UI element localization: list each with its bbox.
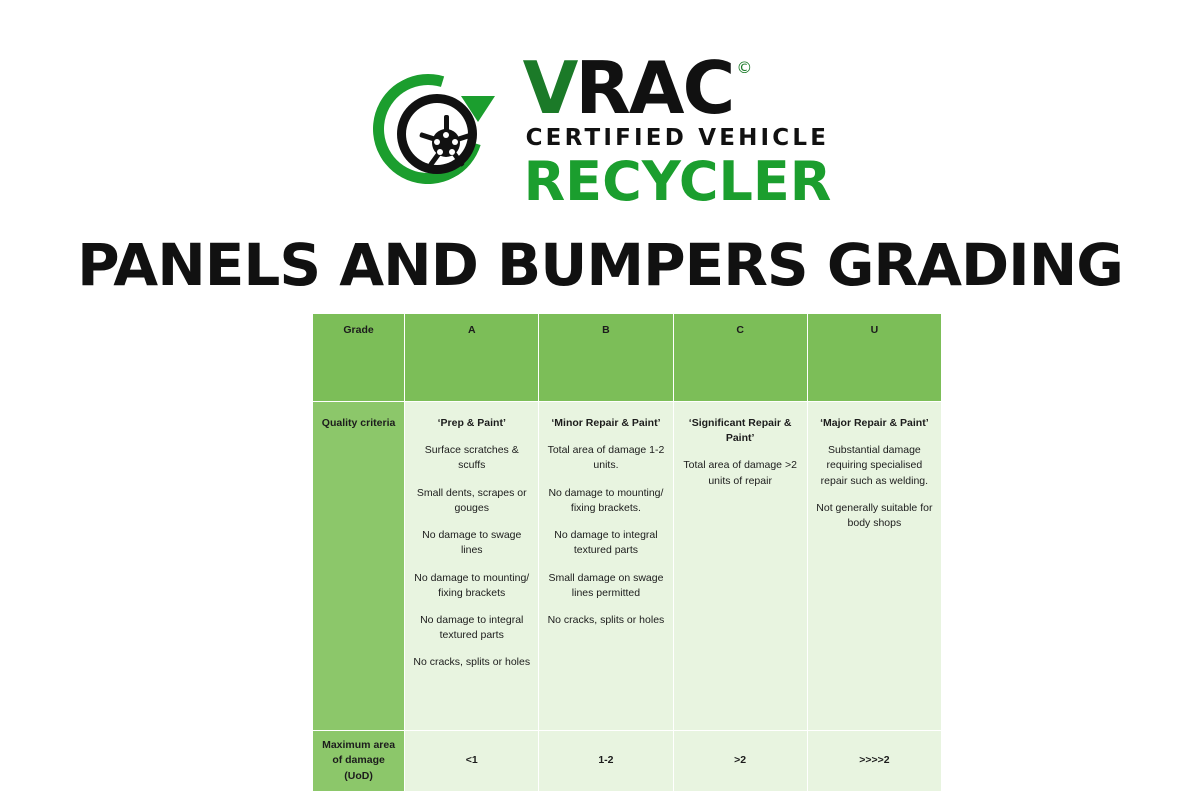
wheel-lug — [437, 149, 443, 155]
grading-table — [312, 313, 942, 792]
criteria-u-line-3: Not generally suitable for body shops — [816, 501, 933, 530]
criteria-b-line-3: No damage to mounting/ fixing brackets. — [548, 486, 664, 514]
criteria-a-line-5: No damage to mounting/ fixing brackets — [414, 571, 530, 599]
criteria-cell-grade-b — [539, 402, 673, 731]
criteria-a-line-1: ‘Prep & Paint’ — [437, 417, 506, 429]
logo-letter-v: V — [522, 46, 576, 130]
criteria-b-line-2: Total area of damage 1-2 units. — [547, 444, 665, 472]
vrac-logo — [369, 46, 832, 213]
header-label-grade: Grade — [313, 314, 405, 402]
criteria-b-line-5: Small damage on swage lines permitted — [548, 571, 664, 599]
page-title: PANELS AND BUMPERS GRADING — [77, 231, 1123, 299]
max-damage-grade-b: 1-2 — [539, 731, 673, 792]
copyright-icon: © — [736, 58, 752, 77]
criteria-cell-grade-a — [405, 402, 539, 731]
criteria-c-line-2: Total area of damage >2 units of repair — [683, 459, 797, 487]
criteria-a-line-6: No damage to integral textured parts — [420, 613, 524, 642]
criteria-u-line-2: Substantial damage requiring specialised repair such as welding. — [820, 444, 929, 487]
criteria-cell-grade-u — [807, 402, 941, 731]
wheel-hub — [432, 129, 460, 157]
logo-block — [0, 0, 1200, 213]
criteria-a-line-4: No damage to swage lines — [422, 529, 522, 557]
table-row-max-damage — [313, 731, 942, 792]
criteria-b-line-4: No damage to integral textured parts — [554, 529, 658, 557]
criteria-c-line-1: ‘Significant Repair & Paint’ — [688, 417, 792, 445]
wheel-lug — [452, 139, 458, 145]
logo-recycler-word: RECYCLER — [523, 150, 832, 213]
criteria-cell-grade-c — [673, 402, 807, 731]
logo-tagline: CERTIFIED VEHICLE — [525, 125, 830, 151]
header-grade-c: C — [673, 314, 807, 402]
wheel-inner — [406, 103, 468, 165]
max-damage-grade-u: >>>>2 — [807, 731, 941, 792]
row-label-max-damage: Maximum area of damage (UoD) — [313, 731, 405, 792]
logo-text — [522, 46, 832, 213]
wheel-lug — [443, 132, 449, 138]
header-grade-b: B — [539, 314, 673, 402]
max-damage-grade-a: <1 — [405, 731, 539, 792]
criteria-a-line-7: No cracks, splits or holes — [413, 656, 531, 669]
grading-table-wrapper — [312, 313, 942, 792]
recycling-wheel-icon — [369, 68, 509, 194]
wheel-lug — [449, 149, 455, 155]
max-damage-grade-c: >2 — [673, 731, 807, 792]
criteria-b-line-6: No cracks, splits or holes — [547, 613, 665, 626]
table-row-quality-criteria — [313, 402, 942, 731]
wheel-lug — [434, 139, 440, 145]
header-grade-u: U — [807, 314, 941, 402]
logo-letters-rac: RAC — [575, 46, 734, 130]
criteria-a-line-3: Small dents, scrapes or gouges — [416, 486, 527, 514]
table-header-row — [313, 314, 942, 402]
logo-brand-row — [522, 46, 752, 130]
header-grade-a: A — [405, 314, 539, 402]
criteria-u-line-1: ‘Major Repair & Paint’ — [820, 417, 929, 429]
row-label-quality-criteria: Quality criteria — [313, 402, 405, 731]
criteria-a-line-2: Surface scratches & scuffs — [424, 444, 519, 472]
wheel-icon — [397, 94, 477, 174]
criteria-b-line-1: ‘Minor Repair & Paint’ — [551, 417, 661, 429]
